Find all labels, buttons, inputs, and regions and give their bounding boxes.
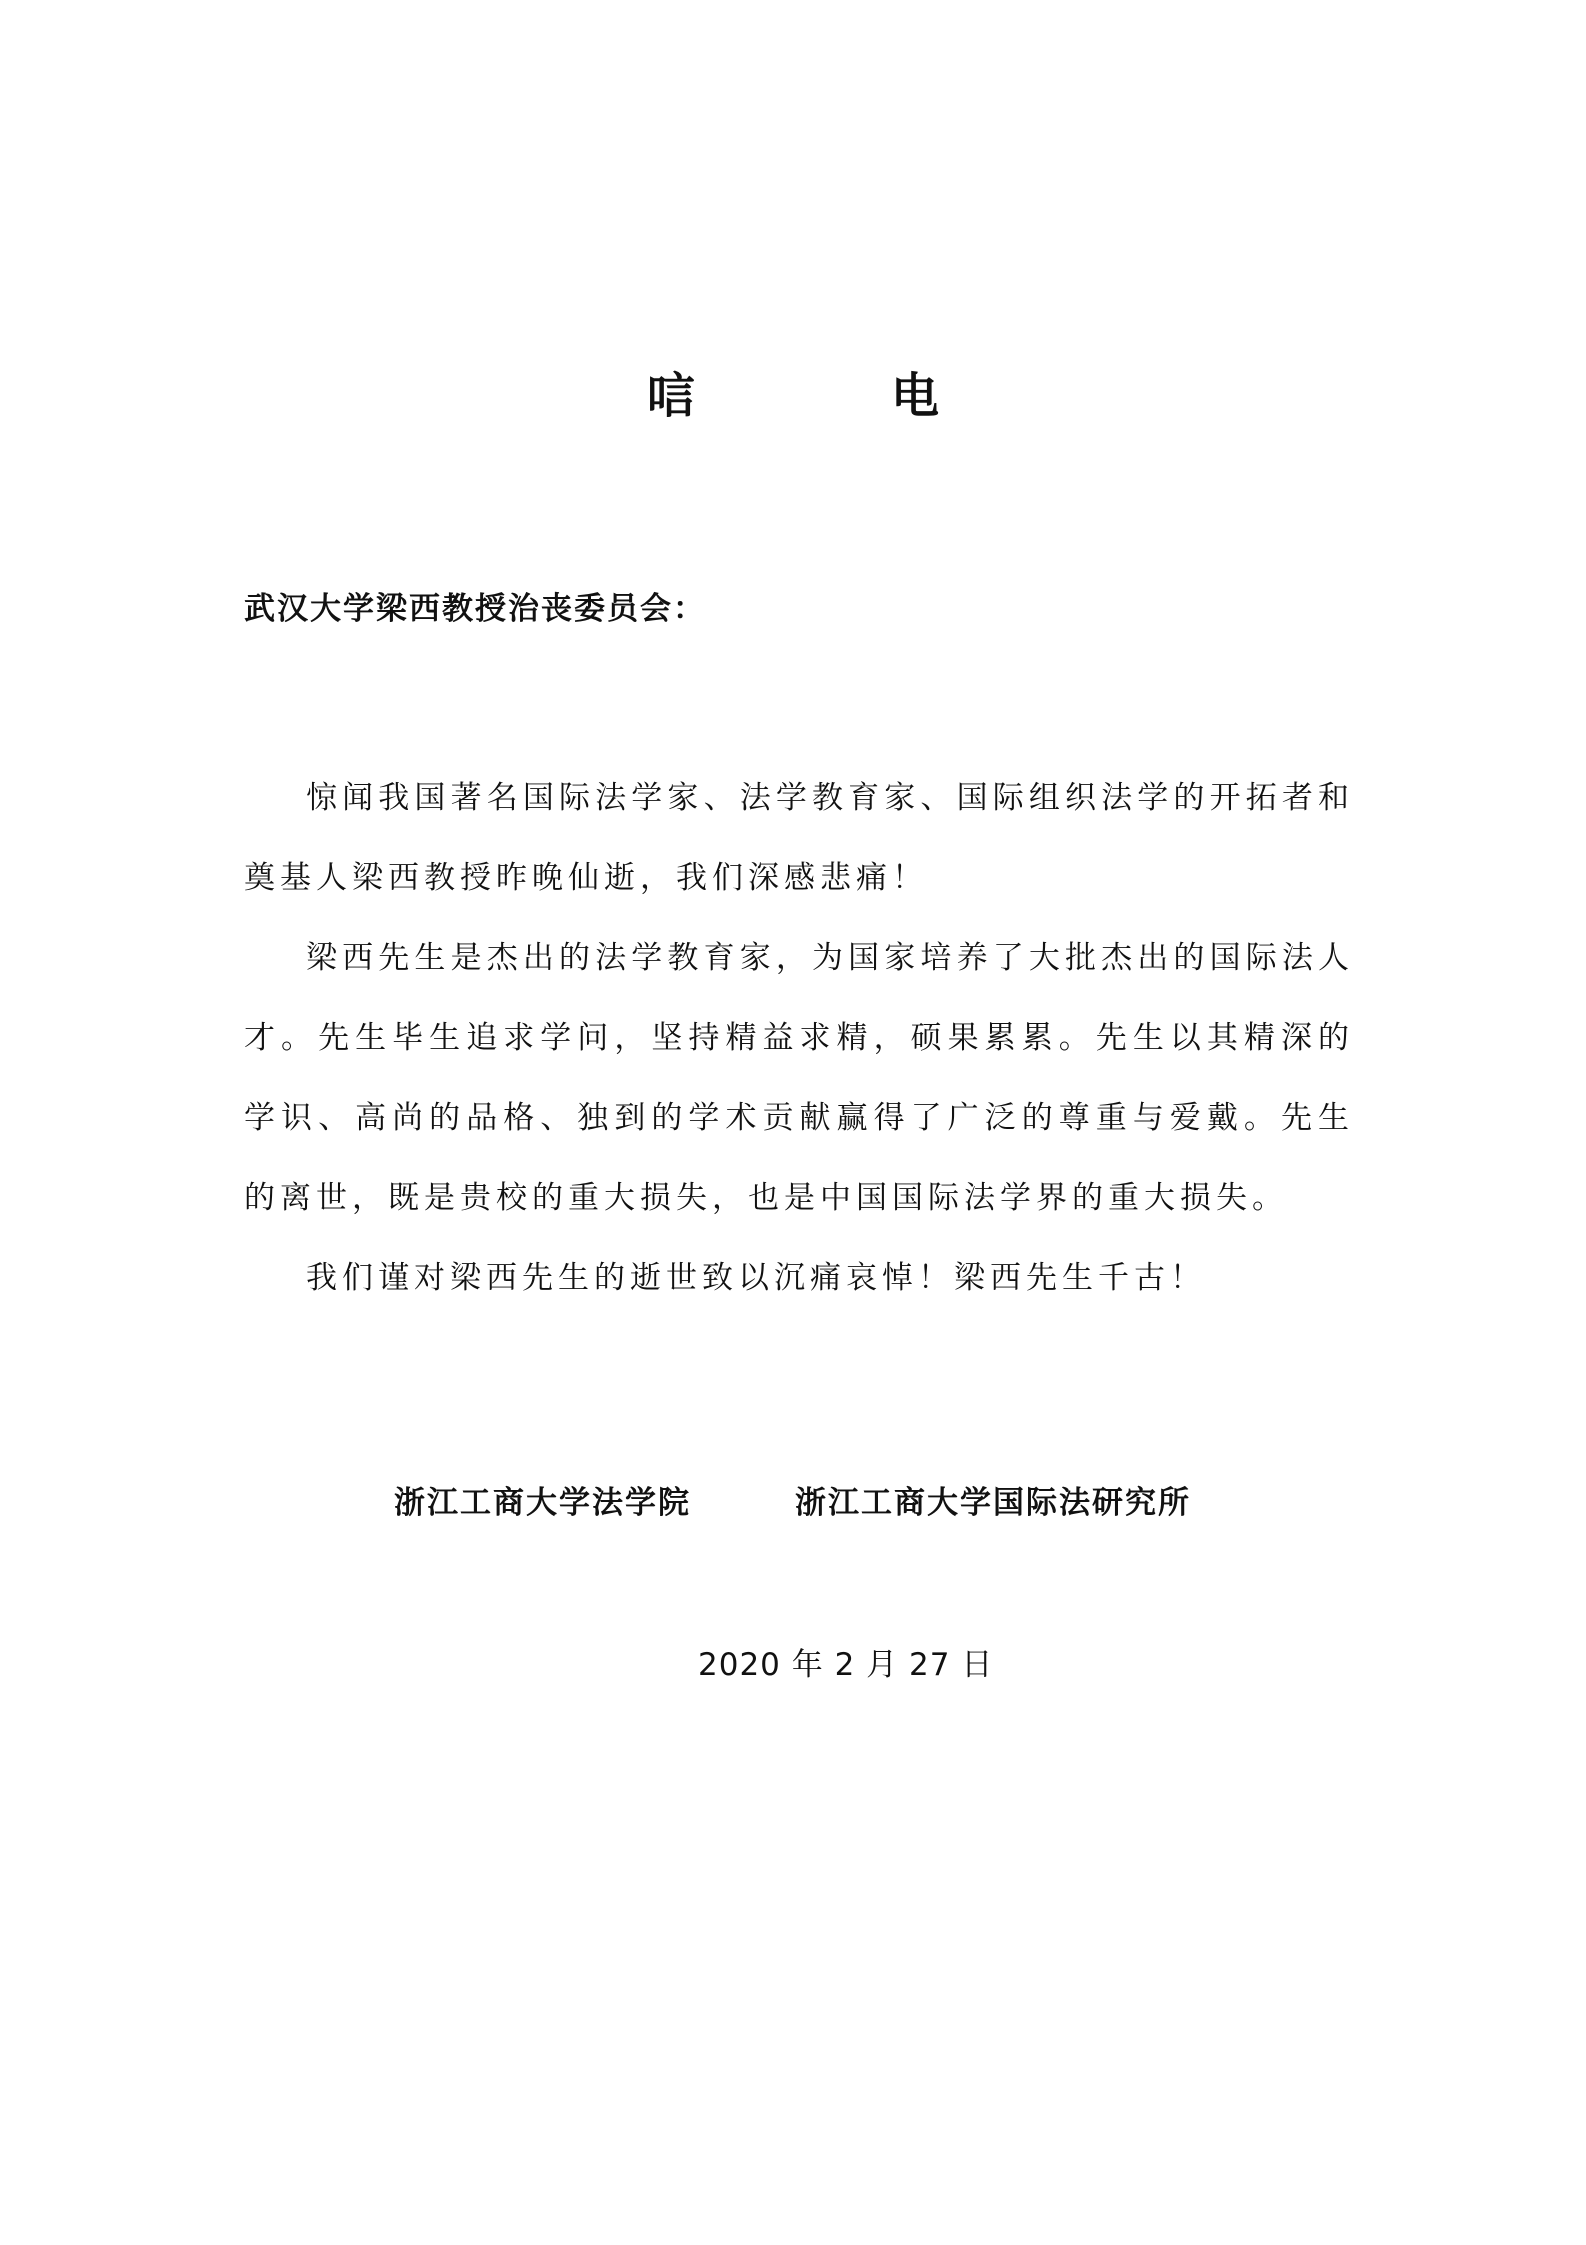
signature-block bbox=[394, 1478, 1191, 1528]
signatory-institute: 浙江工商大学国际法研究所 bbox=[795, 1485, 1191, 1521]
document-title: 唁 电 bbox=[646, 368, 1013, 424]
letter-body bbox=[244, 758, 1354, 1318]
body-paragraph: 梁西先生是杰出的法学教育家，为国家培养了大批杰出的国际法人才。先生毕生追求学问，坚持精益求精，硕果累累。先生以其精深的学识、高尚的品格、独到的学术贡献赢得了广泛的尊重与爱戴。先生的离世，既是贵校的重大损失，也是中国国际法学界的重大损失。 bbox=[244, 940, 1354, 1216]
body-paragraph: 我们谨对梁西先生的逝世致以沉痛哀悼！梁西先生千古！ bbox=[306, 1260, 1206, 1296]
salutation: 武汉大学梁西教授治丧委员会： bbox=[244, 591, 706, 627]
letter-date: 2020 年 2 月 27 日 bbox=[698, 1647, 994, 1683]
body-paragraph: 惊闻我国著名国际法学家、法学教育家、国际组织法学的开拓者和奠基人梁西教授昨晚仙逝，我们深感悲痛！ bbox=[244, 780, 1354, 896]
signatory-law-school: 浙江工商大学法学院 bbox=[394, 1485, 691, 1521]
